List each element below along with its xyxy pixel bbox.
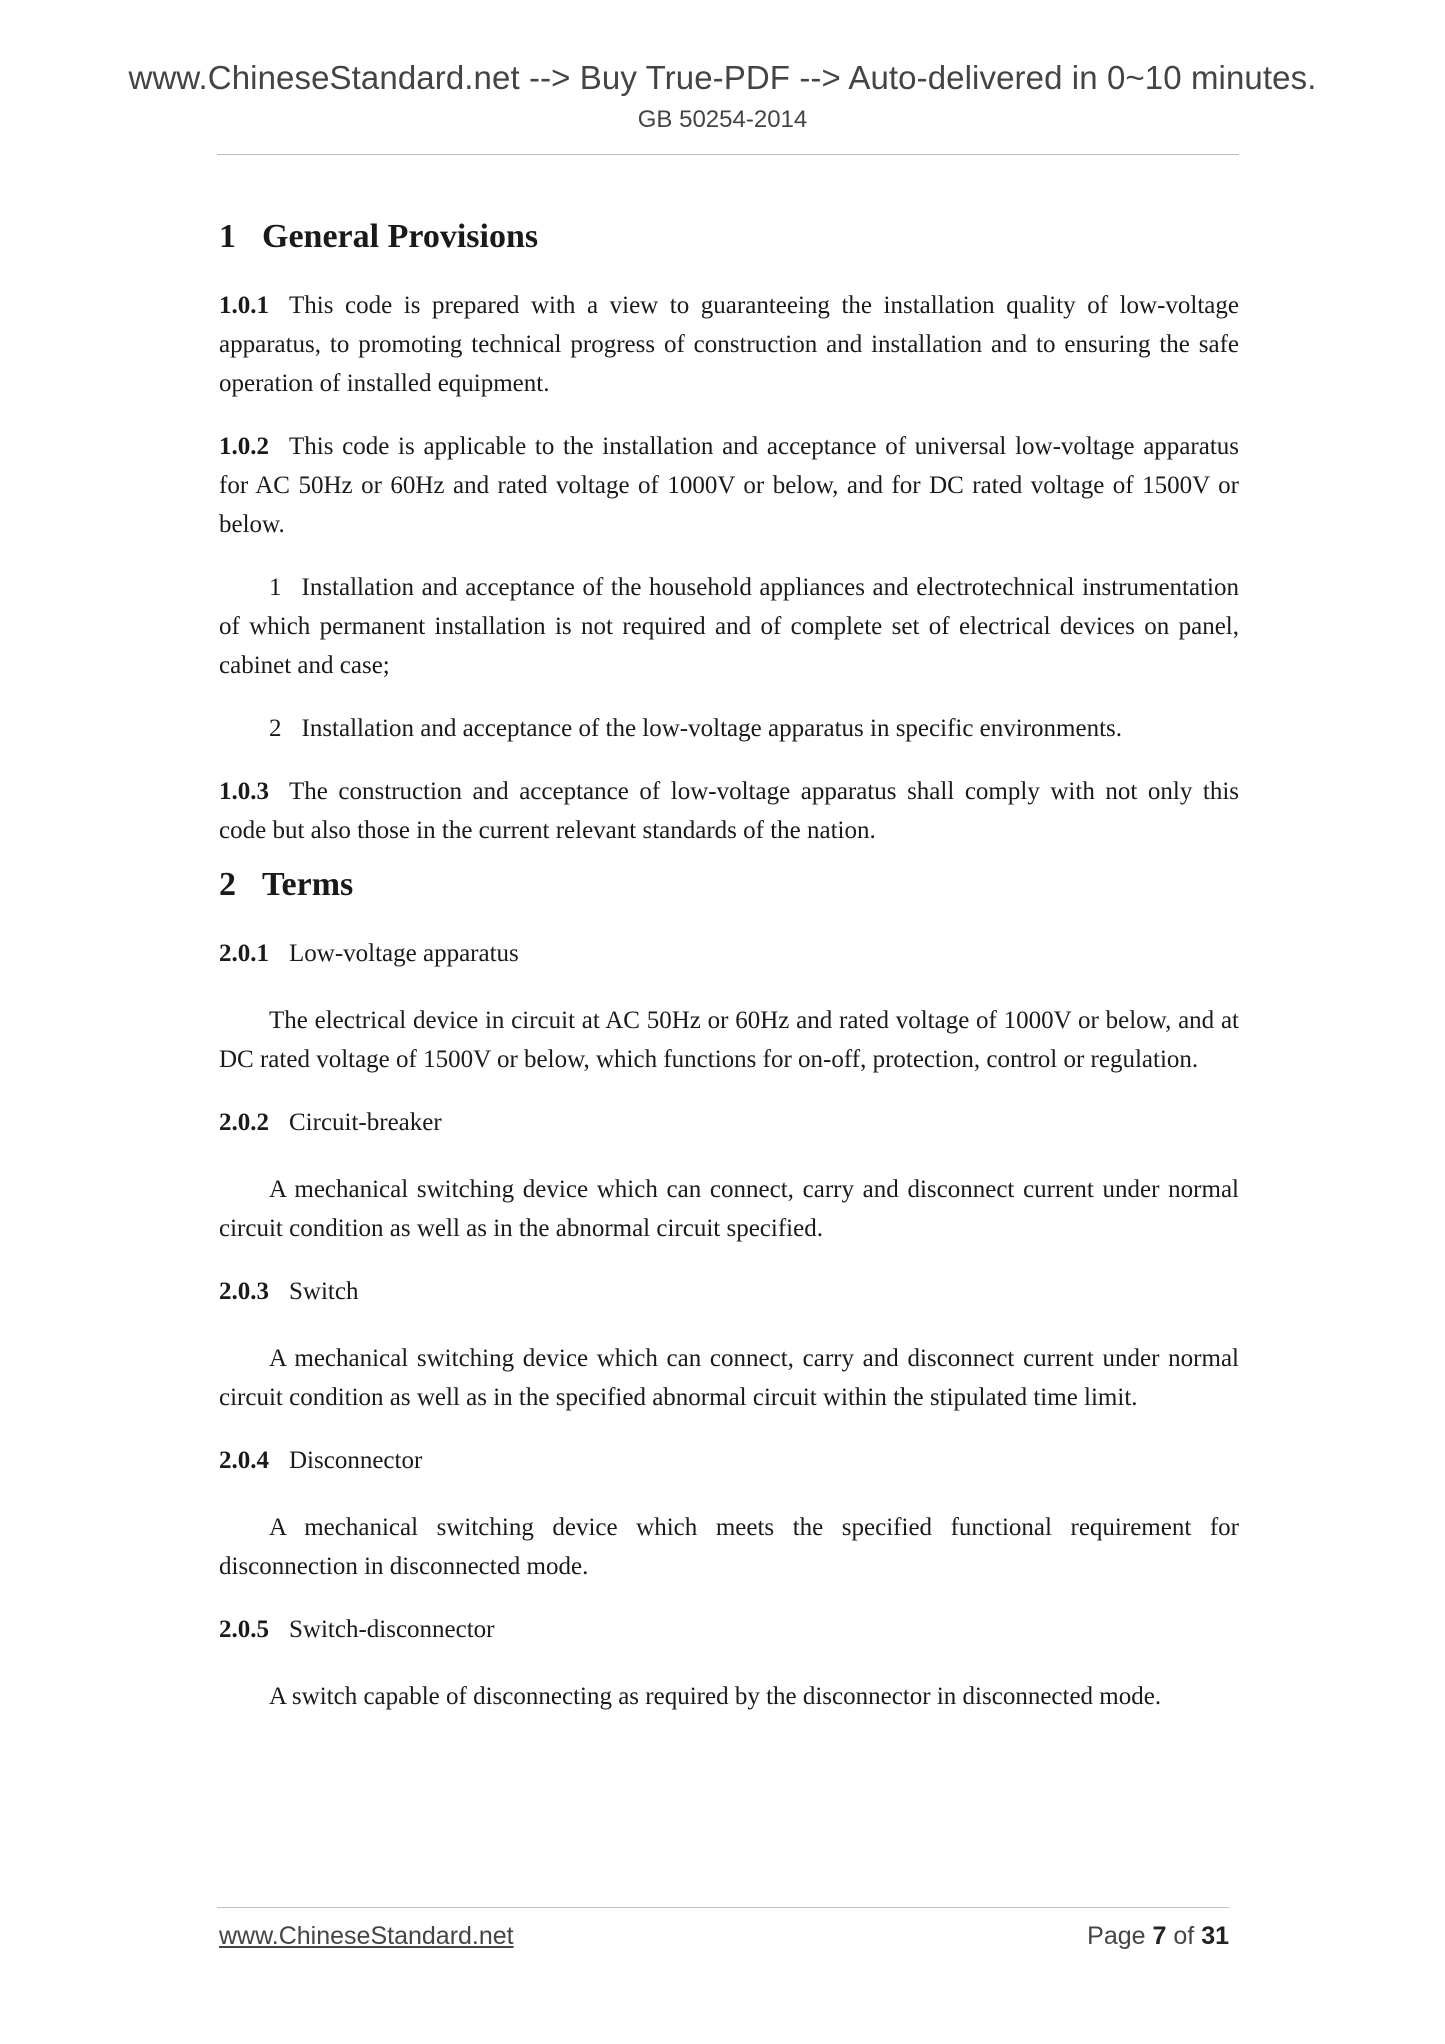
term-2-0-3 [219, 1272, 1239, 1311]
page-indicator [1087, 1922, 1229, 1951]
clause-number: 1.0.1 [219, 292, 269, 319]
chapter-2-title [219, 860, 1239, 910]
header-banner[interactable]: www.ChineseStandard.net --> Buy True-PDF --> Auto-delivered in 0~10 minutes. [128, 59, 1317, 96]
term-name: Switch [289, 1278, 359, 1305]
term-2-0-1 [219, 934, 1239, 973]
chapter-title-text: Terms [262, 866, 354, 903]
term-name: Low-voltage apparatus [289, 940, 519, 967]
page-header [0, 56, 1445, 136]
header-divider [217, 154, 1239, 155]
chapter-title-text: General Provisions [262, 218, 539, 255]
item-number: 2 [269, 715, 282, 742]
term-name: Circuit-breaker [289, 1109, 442, 1136]
footer-divider [217, 1907, 1229, 1908]
item-text: Installation and acceptance of the household appliances and electrotechnical instrumentation of which permanent installation is not required and of complete set of electrical devices on panel, cabinet and case; [219, 574, 1239, 679]
standard-code: GB 50254-2014 [637, 106, 808, 133]
term-number: 2.0.2 [219, 1109, 269, 1136]
page-word: Page [1087, 1922, 1146, 1950]
clause-1-0-2 [219, 427, 1239, 544]
term-name: Disconnector [289, 1447, 423, 1474]
chapter-number: 2 [219, 866, 236, 903]
term-number: 2.0.3 [219, 1278, 269, 1305]
chapter-1-title [219, 212, 1239, 262]
clause-1-0-3 [219, 772, 1239, 850]
clause-text: This code is applicable to the installation and acceptance of universal low-voltage apparatus for AC 50Hz or 60Hz and rated voltage of 1000V or below, and for DC rated voltage of 1500V or below. [219, 433, 1239, 538]
list-item-2 [219, 709, 1239, 748]
term-number: 2.0.1 [219, 940, 269, 967]
clause-1-0-1 [219, 286, 1239, 403]
document-body [219, 212, 1239, 1716]
list-item-1 [219, 568, 1239, 685]
total-pages: 31 [1201, 1922, 1229, 1950]
term-2-0-4 [219, 1441, 1239, 1480]
current-page: 7 [1152, 1922, 1167, 1950]
clause-number: 1.0.2 [219, 433, 269, 460]
clause-number: 1.0.3 [219, 778, 269, 805]
clause-text: This code is prepared with a view to guaranteeing the installation quality of low-voltage apparatus, to promoting technical progress of construction and installation and to ensuring the safe operation of installed equipment. [219, 292, 1239, 397]
of-word: of [1173, 1922, 1195, 1950]
term-definition: A mechanical switching device which can connect, carry and disconnect current under normal circuit condition as well as in the specified abnormal circuit within the stipulated time limit. [219, 1345, 1239, 1411]
chapter-number: 1 [219, 218, 236, 255]
footer-site-link[interactable]: www.ChineseStandard.net [219, 1922, 514, 1950]
term-2-0-5 [219, 1610, 1239, 1649]
term-number: 2.0.5 [219, 1616, 269, 1643]
item-text: Installation and acceptance of the low-voltage apparatus in specific environments. [301, 715, 1123, 742]
term-2-0-2 [219, 1103, 1239, 1142]
item-number: 1 [269, 574, 282, 601]
term-definition: A switch capable of disconnecting as required by the disconnector in disconnected mode. [269, 1683, 1162, 1710]
term-name: Switch-disconnector [289, 1616, 495, 1643]
term-number: 2.0.4 [219, 1447, 269, 1474]
clause-text: The construction and acceptance of low-voltage apparatus shall comply with not only this code but also those in the current relevant standards of the nation. [219, 778, 1239, 844]
term-definition: A mechanical switching device which meets the specified functional requirement for disconnection in disconnected mode. [219, 1514, 1239, 1580]
term-definition: A mechanical switching device which can connect, carry and disconnect current under normal circuit condition as well as in the abnormal circuit specified. [219, 1176, 1239, 1242]
term-definition: The electrical device in circuit at AC 50Hz or 60Hz and rated voltage of 1000V or below, and at DC rated voltage of 1500V or below, which functions for on-off, protection, control or regulation. [219, 1007, 1239, 1073]
